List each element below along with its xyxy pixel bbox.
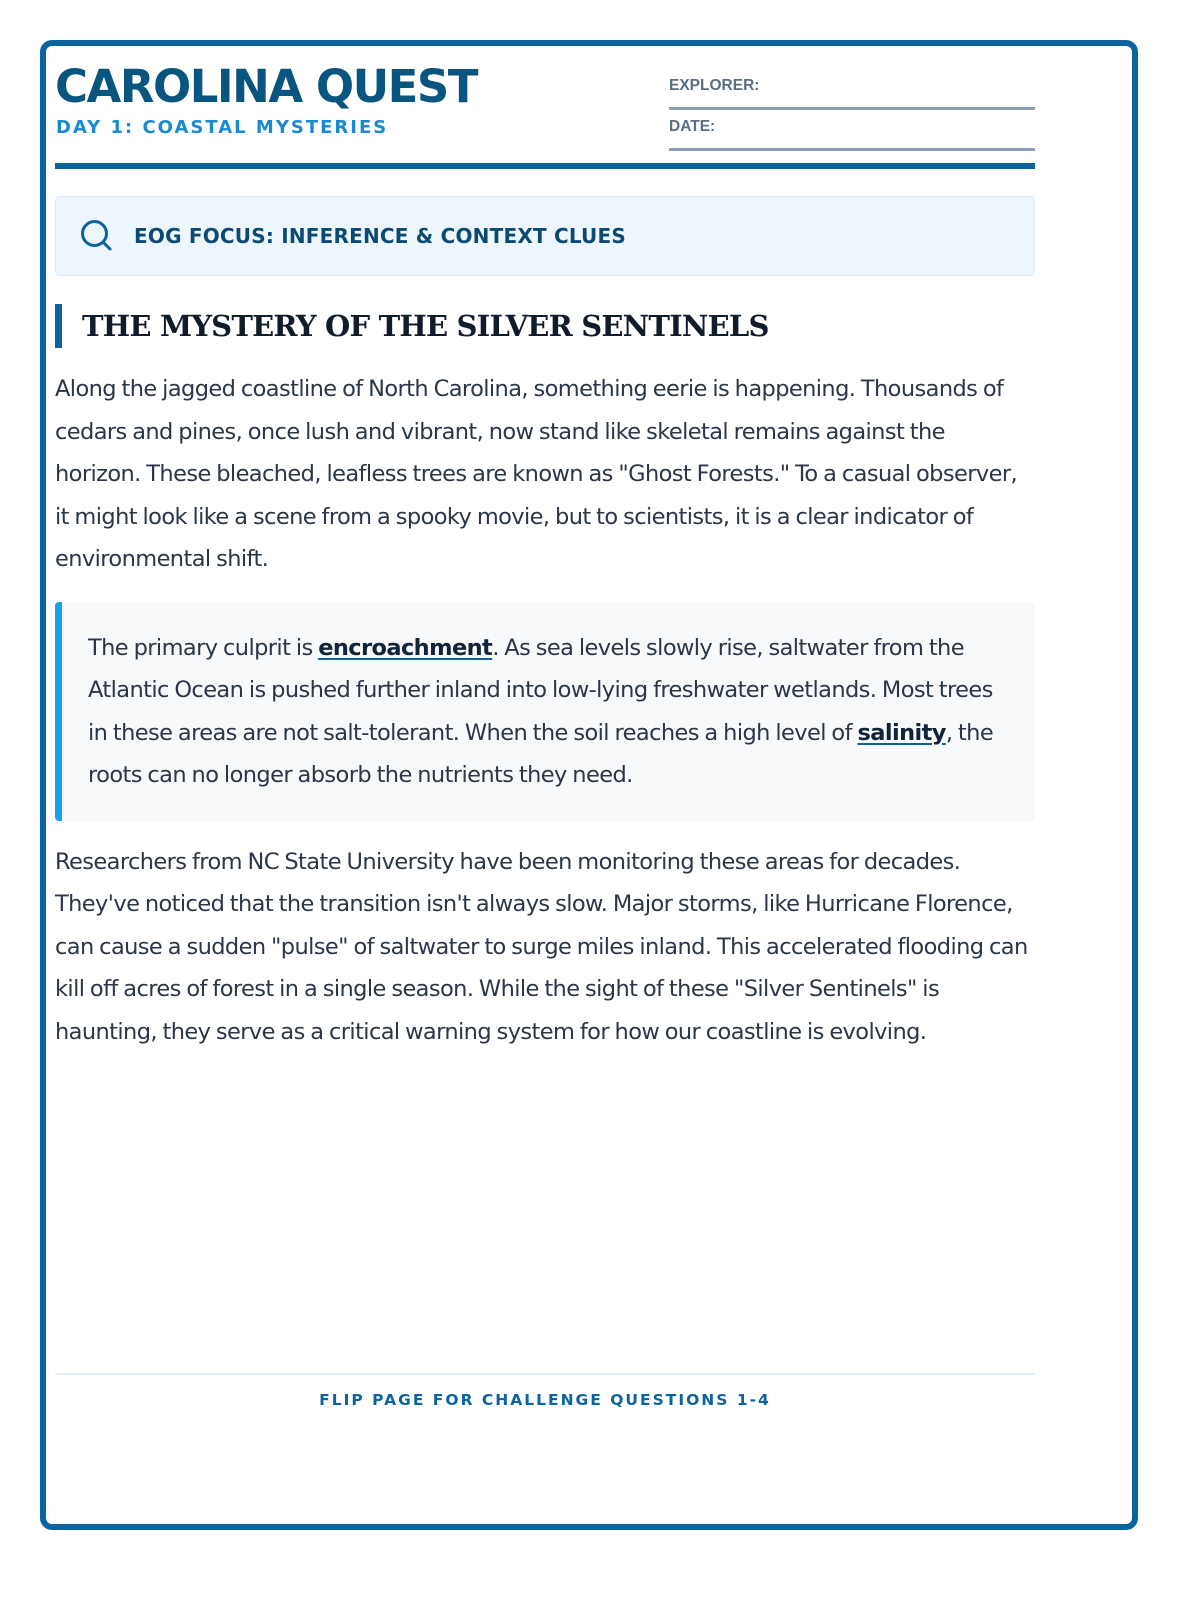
story-paragraph-2 [88,627,1005,797]
vocab-word-salinity: salinity [857,719,946,746]
student-info-fields [669,69,1035,151]
date-label: DATE: [669,118,716,135]
eog-focus-banner [55,196,1035,276]
eog-focus-text: EOG FOCUS: INFERENCE & CONTEXT CLUES [134,224,626,248]
callout-text-1: The primary culprit is [88,634,319,661]
footer-instruction: FLIP PAGE FOR CHALLENGE QUESTIONS 1-4 [55,1373,1035,1409]
worksheet-content [55,55,1035,1053]
vocabulary-callout [55,602,1035,821]
story-paragraph-1: Along the jagged coastline of North Carolina, something eerie is happening. Thousands of cedars and pines, once lush and vibrant, now stand like skeletal remains against the horizon. These bleached, leafless trees are known as "Ghost Forests." To a casual observer, it might look like a scene from a spooky movie, but to scientists, it is a clear indicator of environmental shift. [55,376,1018,572]
callout-text-3: , the roots can no longer absorb the nutrients they need. [88,719,994,788]
story-title: THE MYSTERY OF THE SILVER SENTINELS [55,304,1035,348]
worksheet-subtitle: DAY 1: COASTAL MYSTERIES [56,117,389,138]
story-paragraph-3: Researchers from NC State University have been monitoring these areas for decades. They've noticed that the transition isn't always slow. Major storms, like Hurricane Florence, can cause a sudden "pulse" of saltwater to surge miles inland. This accelerated flooding can kill off acres of forest in a single season. While the sight of these "Silver Sentinels" is haunting, they serve as a critical warning system for how our coastline is evolving. [55,848,1028,1045]
search-icon [78,217,116,255]
date-field[interactable] [669,110,1035,151]
explorer-label: EXPLORER: [669,77,760,94]
worksheet-header [55,55,1035,169]
explorer-field[interactable] [669,69,1035,110]
worksheet-title: CAROLINA QUEST [55,60,477,113]
vocab-word-encroachment: encroachment [318,634,493,661]
callout-text-2: . As sea levels slowly rise, saltwater from the Atlantic Ocean is pushed further inland into low-lying freshwater wetlands. Most trees in these areas are not salt-tolerant. When the soil reaches a high level of [88,634,993,746]
